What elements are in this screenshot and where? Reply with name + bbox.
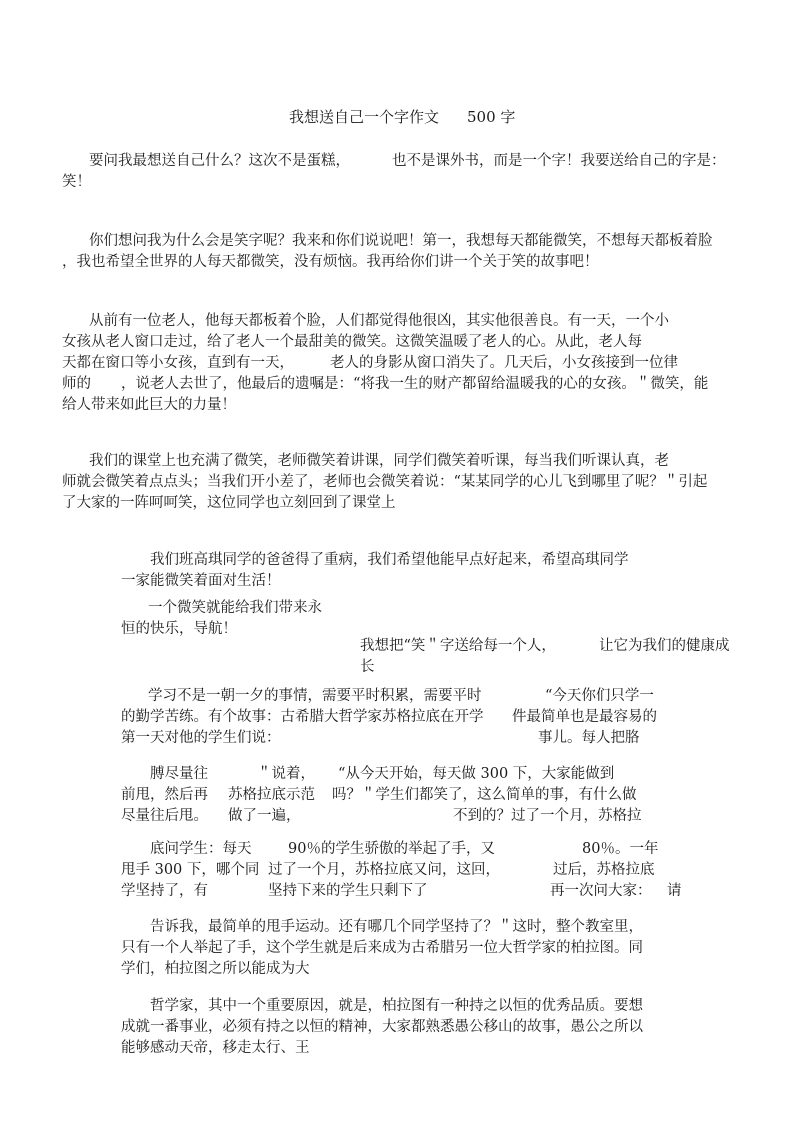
paragraph-8-line-3c: 不到的？过了一个月，苏格拉 <box>453 808 642 824</box>
paragraph-9-line-1b: 90％的学生骄傲的举起了手，又 <box>288 841 495 857</box>
paragraph-8-line-3a: 尽量往后甩。 <box>121 808 208 824</box>
paragraph-1-line-1a: 要问我最想送自己什么？这次不是蛋糕， <box>89 153 350 169</box>
paragraph-1-line-2: 笑！ <box>62 174 91 190</box>
paragraph-4-line-1: 我们的课堂上也充满了微笑，老师微笑着讲课，同学们微笑着听课，每当我们听课认真，老 <box>89 453 669 469</box>
paragraph-11-line-1: 哲学家，其中一个重要原因，就是，柏拉图有一种持之以恒的优秀品质。要想 <box>150 998 643 1014</box>
paragraph-8-line-2b: 苏格拉底示范 <box>228 787 315 803</box>
paragraph-8-line-3b: 做了一遍， <box>228 808 301 824</box>
paragraph-6-line-1: 一个微笑就能给我们带来永 <box>148 600 322 616</box>
paragraph-6-right-line-2: 长 <box>360 659 375 675</box>
paragraph-7-right-line-1: “今天你们只学一 <box>545 688 654 704</box>
paragraph-8-line-1b: ＂说着， <box>257 766 315 782</box>
paragraph-2-line-1: 你们想问我为什么会是笑字呢？我来和你们说说吧！第一，我想每天都能微笑，不想每天都板着脸 <box>89 233 713 249</box>
paragraph-9-line-2a: 甩手 300 下，哪个同 <box>121 862 260 878</box>
paragraph-6-right-line-1b: 让它为我们的健康成 <box>599 638 730 654</box>
paragraph-5-line-2: 一家能微笑着面对生活！ <box>121 573 281 589</box>
paragraph-3-line-3b: 老人的身影从窗口消失了。几天后，小女孩接到一位律 <box>330 355 678 371</box>
paragraph-11-line-3: 能够感动天帝，移走太行、王 <box>121 1040 310 1056</box>
paragraph-10-line-2: 只有一个人举起了手，这个学生就是后来成为古希腊另一位大哲学家的柏拉图。同 <box>121 940 643 956</box>
paragraph-7-right-line-2: 件最简单也是最容易的 <box>512 709 657 725</box>
paragraph-5-line-1: 我们班高琪同学的爸爸得了重病，我们希望他能早点好起来，希望高琪同学 <box>150 552 629 568</box>
paragraph-9-line-1c: 80％。一年 <box>582 841 659 857</box>
paragraph-9-line-3d: 请 <box>667 883 682 899</box>
document-title-word-count: 500 字 <box>467 108 516 126</box>
paragraph-6-right-line-1a: 我想把“笑＂字送给每一个人， <box>360 638 556 654</box>
paragraph-7-left-line-1: 学习不是一朝一夕的事情，需要平时积累，需要平时 <box>148 688 482 704</box>
paragraph-3-line-3a: 天都在窗口等小女孩，直到有一天， <box>62 355 294 371</box>
paragraph-3-line-1: 从前有一位老人，他每天都板着个脸，人们都觉得他很凶，其实他很善良。有一天，一个小 <box>89 313 669 329</box>
paragraph-9-line-1a: 底问学生：每天 <box>150 841 252 857</box>
paragraph-2-line-2: ，我也希望全世界的人每天都微笑，没有烦恼。我再给你们讲一个关于笑的故事吧！ <box>62 254 599 270</box>
paragraph-4-line-2: 师就会微笑着点点头；当我们开小差了，老师也会微笑着说：“某某同学的心儿飞到哪里了呢？＂引起 <box>62 474 708 490</box>
paragraph-7-left-line-2: 的勤学苦练。有个故事：古希腊大哲学家苏格拉底在开学 <box>121 709 484 725</box>
paragraph-4-line-3: 了大家的一阵呵呵笑，这位同学也立刻回到了课堂上 <box>62 495 396 511</box>
paragraph-8-line-1a: 膊尽量往 <box>150 766 208 782</box>
paragraph-8-line-1c: “从今天开始，每天做 300 下，大家能做到 <box>338 766 615 782</box>
paragraph-7-left-line-3: 第一天对他的学生们说： <box>121 730 281 746</box>
paragraph-7-right-line-3: 事儿。每人把胳 <box>538 730 640 746</box>
paragraph-3-line-4b: ，说老人去世了，他最后的遗嘱是：“将我一生的财产都留给温暖我的心的女孩。＂微笑，能 <box>121 376 709 392</box>
paragraph-6-line-2: 恒的快乐，导航！ <box>121 621 237 637</box>
paragraph-3-line-4a: 师的 <box>62 376 91 392</box>
document-title: 我想送自己一个字作文 <box>289 108 440 126</box>
paragraph-8-line-2a: 前甩，然后再 <box>121 787 208 803</box>
paragraph-11-line-2: 成就一番事业，必须有持之以恒的精神，大家都熟悉愚公移山的故事，愚公之所以 <box>121 1019 643 1035</box>
paragraph-9-line-3a: 学坚持了，有 <box>121 883 208 899</box>
paragraph-3-line-5: 给人带来如此巨大的力量！ <box>62 397 236 413</box>
paragraph-9-line-3b: 坚持下来的学生只剩下了 <box>268 883 428 899</box>
paragraph-10-line-1: 告诉我，最简单的甩手运动。还有哪几个同学坚持了？＂这时，整个教室里， <box>150 919 643 935</box>
paragraph-8-line-2c: 吗？＂学生们都笑了，这么简单的事，有什么做 <box>332 787 637 803</box>
paragraph-1-line-1b: 也不是课外书，而是一个字！我要送给自己的字是： <box>392 153 726 169</box>
paragraph-9-line-2c: 过后，苏格拉底 <box>553 862 655 878</box>
paragraph-9-line-3c: 再一次问大家： <box>550 883 652 899</box>
paragraph-10-line-3: 学们，柏拉图之所以能成为大 <box>121 961 310 977</box>
paragraph-9-line-2b: 过了一个月，苏格拉底又问，这回， <box>268 862 500 878</box>
paragraph-3-line-2: 女孩从老人窗口走过，给了老人一个最甜美的微笑。这微笑温暖了老人的心。从此，老人每 <box>62 334 642 350</box>
